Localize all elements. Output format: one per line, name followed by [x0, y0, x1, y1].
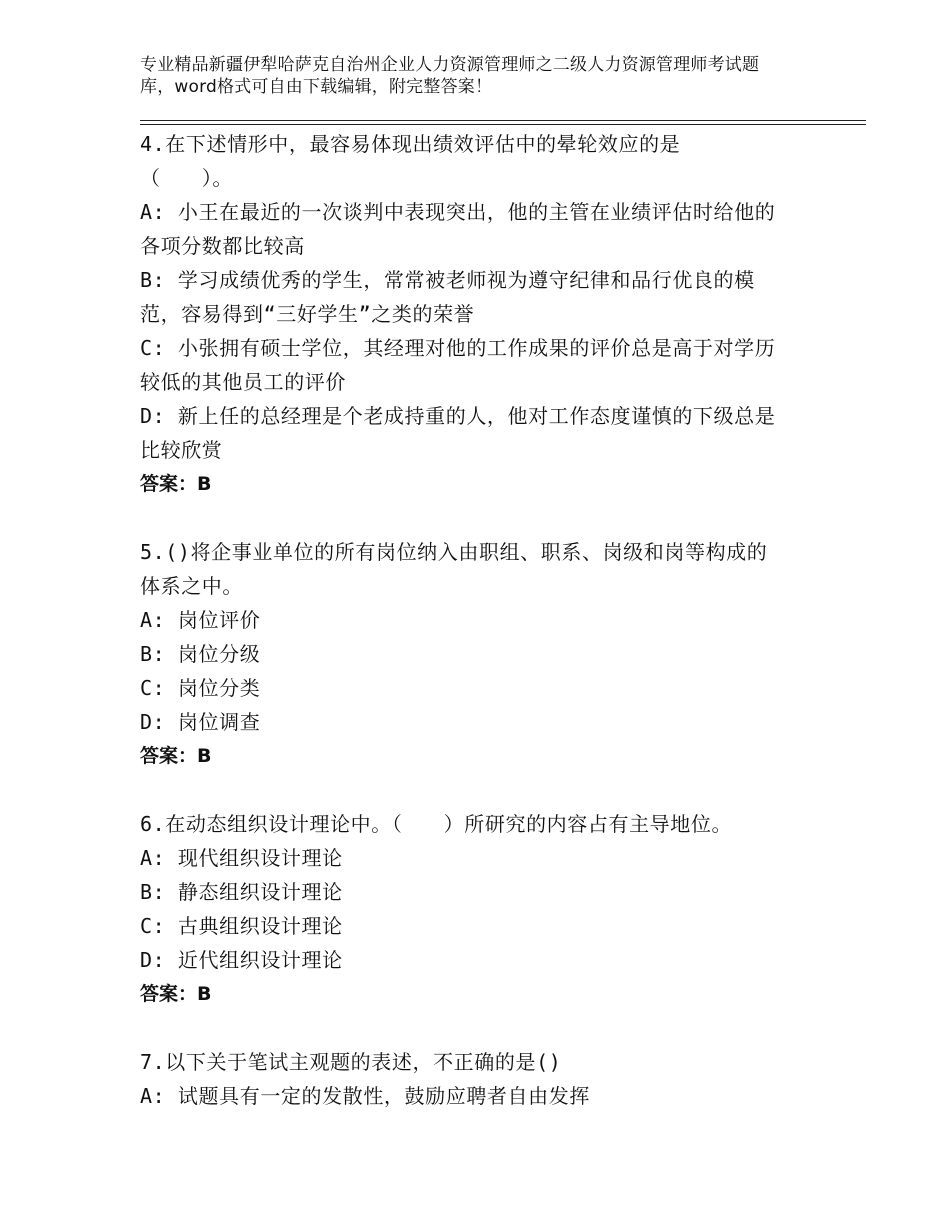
answer-label: 答案：B	[140, 745, 212, 767]
question-7	[140, 1045, 840, 1113]
question-list	[140, 127, 840, 1147]
option-a: A: 小王在最近的一次谈判中表现突出，他的主管在业绩评估时给他的	[140, 200, 776, 224]
question-stem: 5.()将企事业单位的所有岗位纳入由职组、职系、岗级和岗等构成的	[140, 540, 768, 564]
page-header	[140, 54, 830, 98]
option-c: C: 小张拥有硕士学位，其经理对他的工作成果的评价总是高于对学历	[140, 336, 776, 360]
option-b: B: 岗位分级	[140, 642, 261, 666]
question-stem: （ ）。	[140, 166, 233, 190]
option-d: D: 岗位调查	[140, 710, 261, 734]
header-title-line-1: 专业精品新疆伊犁哈萨克自治州企业人力资源管理师之二级人力资源管理师考试题	[140, 55, 760, 75]
question-6	[140, 807, 840, 1011]
answer-label: 答案：B	[140, 473, 212, 495]
option-b: 范，容易得到“三好学生”之类的荣誉	[140, 302, 475, 326]
option-d: 比较欣赏	[140, 438, 223, 462]
question-stem: 体系之中。	[140, 574, 243, 598]
option-a: 各项分数都比较高	[140, 234, 305, 258]
question-5	[140, 535, 840, 773]
option-a: A: 现代组织设计理论	[140, 846, 343, 870]
option-c: C: 古典组织设计理论	[140, 914, 343, 938]
question-stem: 4.在下述情形中，最容易体现出绩效评估中的晕轮效应的是	[140, 132, 681, 156]
option-b: B: 静态组织设计理论	[140, 880, 343, 904]
header-divider	[140, 120, 866, 125]
option-d: D: 新上任的总经理是个老成持重的人，他对工作态度谨慎的下级总是	[140, 404, 776, 428]
option-a: A: 岗位评价	[140, 608, 261, 632]
option-c: C: 岗位分类	[140, 676, 261, 700]
question-4	[140, 127, 840, 501]
option-a: A: 试题具有一定的发散性，鼓励应聘者自由发挥	[140, 1084, 590, 1108]
option-c: 较低的其他员工的评价	[140, 370, 346, 394]
answer-label: 答案：B	[140, 983, 212, 1005]
option-b: B: 学习成绩优秀的学生，常常被老师视为遵守纪律和品行优良的模	[140, 268, 755, 292]
header-title-line-2: 库，word格式可自由下载编辑，附完整答案！	[140, 77, 493, 97]
option-d: D: 近代组织设计理论	[140, 948, 343, 972]
question-stem: 7.以下关于笔试主观题的表述，不正确的是()	[140, 1050, 562, 1074]
question-stem: 6.在动态组织设计理论中。（ ）所研究的内容占有主导地位。	[140, 812, 733, 836]
